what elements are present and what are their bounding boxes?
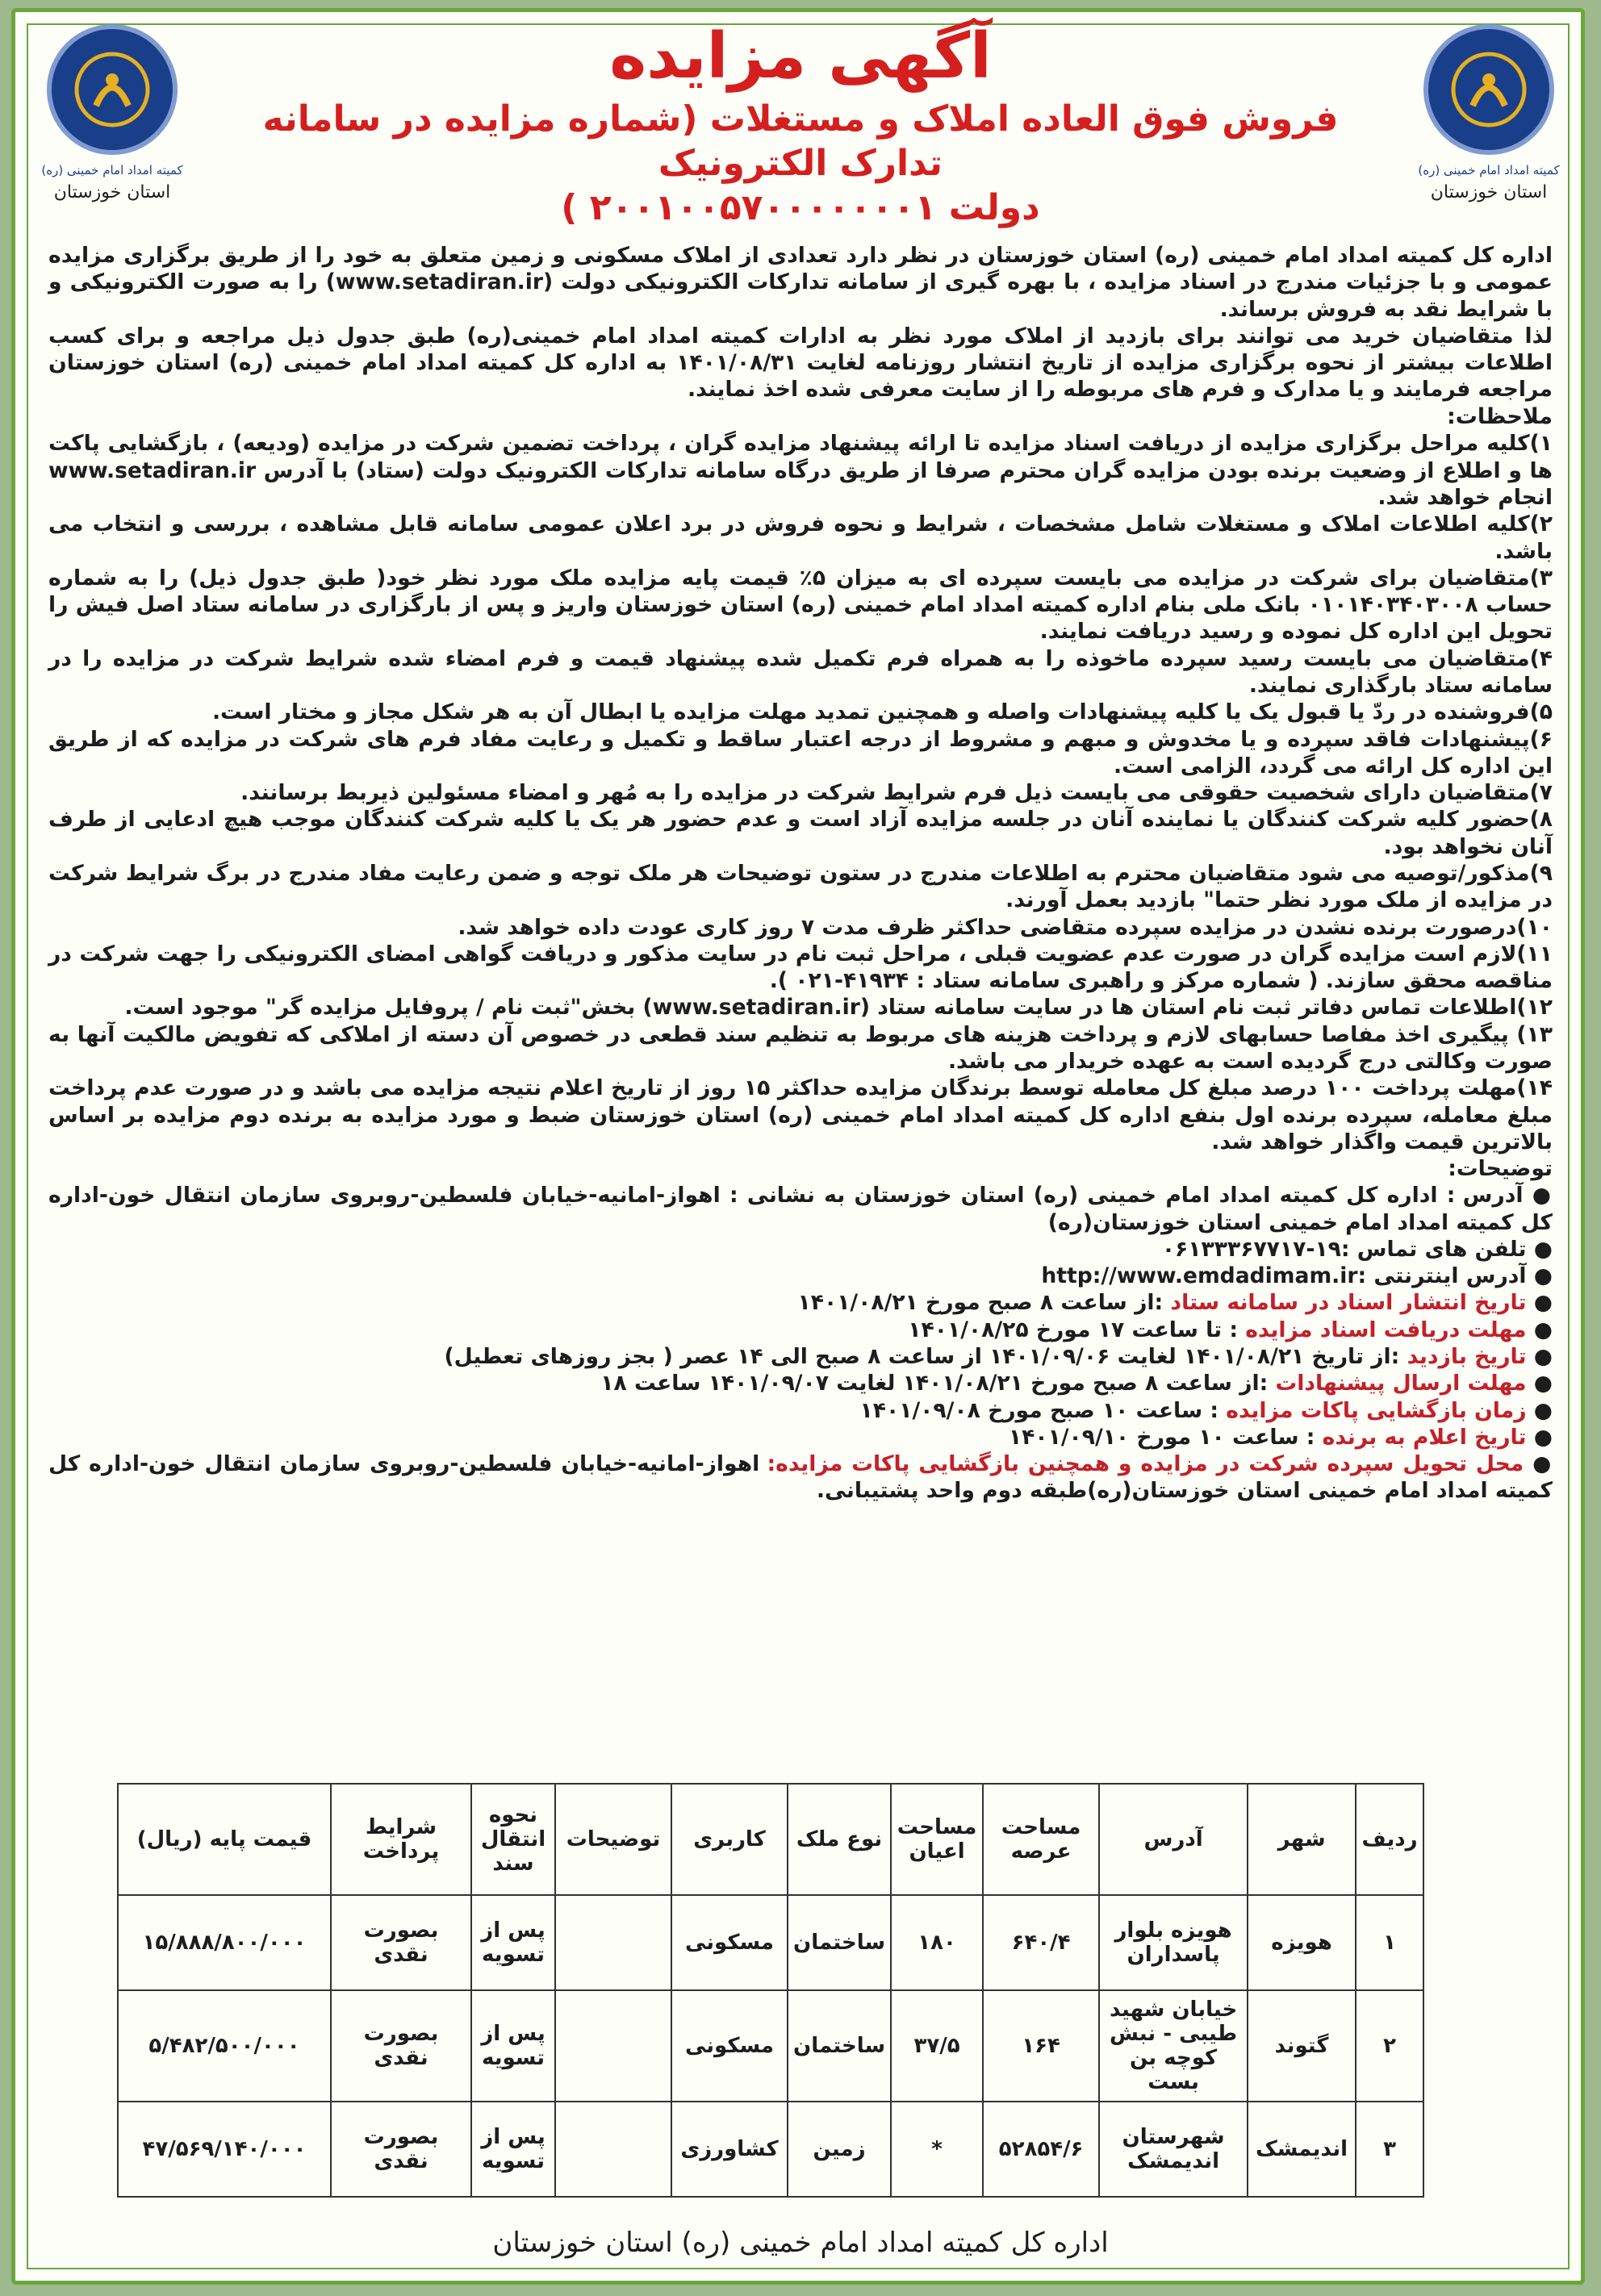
cell-row-no: ۲	[1356, 1990, 1423, 2102]
page-subtitle: فروش فوق العاده املاک و مستغلات (شماره مزایده در سامانه تدارک الکترونیک	[262, 98, 1339, 184]
detail-doc-deadline: ● مهلت دریافت اسناد مزایده : تا ساعت ۱۷ مورخ ۱۴۰۱/۰۸/۲۵	[908, 1317, 1553, 1342]
cell-payment: بصورت نقدی	[331, 1895, 471, 1990]
cell-property-type: ساختمان	[788, 1990, 891, 2102]
table-row	[118, 2102, 1423, 2197]
detail-delivery-place: ● محل تحویل سپرده شرکت در مزایده و همچنین بازگشایی پاکات مزایده: اهواز-امانیه-خیابان فلسطین-روبروی سازمان انتقال خون-اداره کل کمیته امداد امام خمینی استان خوزستان(ره)طبقه دوم واحد پشتیبانی.	[48, 1451, 1553, 1504]
cell-row-no: ۳	[1356, 2102, 1423, 2197]
intro-paragraph: اداره کل کمیته امداد امام خمینی (ره) استان خوزستان در نظر دارد تعدادی از املاک مسکونی و زمین متعلق به خود را از طریق برگزاری مزایده عمومی و با جزئیات مندرج در اسناد مزایده ، با بهره گیری از سامانه تدارکات الکترونیکی دولت (www.setadiran.ir) را به صورت الکترونیکی و با شرایط نقد به فروش برساند.	[48, 243, 1553, 322]
table-row	[118, 1990, 1423, 2102]
cell-transfer: پس از تسویه	[471, 2102, 555, 2197]
cell-notes	[555, 1895, 671, 1990]
detail-label: مهلت دریافت اسناد مزایده	[1245, 1317, 1527, 1342]
property-table	[117, 1783, 1424, 2198]
detail-text: :از تاریخ ۱۴۰۱/۰۸/۲۱ لغایت ۱۴۰۱/۰۹/۰۶ از ساعت ۸ صبح الی ۱۴ عصر ( بجز روزهای تعطیل)	[444, 1344, 1407, 1370]
logo-province: استان خوزستان	[1430, 182, 1548, 202]
cell-building-area: ۱۸۰	[891, 1895, 983, 1990]
details-heading: توضیحات:	[1448, 1156, 1553, 1182]
emblem-icon	[47, 24, 178, 155]
detail-text: آدرس اینترنتی :http://www.emdadimam.ir	[1041, 1263, 1527, 1289]
cell-payment: بصورت نقدی	[331, 1990, 471, 2102]
note-item: ۱)کلیه مراحل برگزاری مزایده از دریافت اسناد مزایده تا ارائه پیشنهاد مزایده گران ، پرداخت تضمین شرکت در مزایده (ودیعه) ، بازگشایی پاکت ها و اطلاع از وضعیت برنده بودن مزایده گران محترم صرفا از طریق درگاه سامانه تدارکات الکترونیک دولت (ستاد) با آدرس www.setadiran.ir انجام خواهد شد.	[48, 431, 1553, 511]
cell-city: گتوند	[1248, 1990, 1356, 2102]
note-item: ۱۱)لازم است مزایده گران در صورت عدم عضویت قبلی ، مراحل ثبت نام در سایت مذکور و دریافت گواهی امضای الکترونیکی را جهت شرکت در مناقصه محقق سازند. ( شماره مرکز و راهبری سامانه ستاد : ۴۱۹۳۴-۰۲۱ ).	[48, 941, 1553, 994]
cell-city: هویزه	[1248, 1895, 1356, 1990]
cell-address: هویزه بلوار پاسداران	[1099, 1895, 1248, 1990]
detail-text: تلفن های تماس :۱۹-۰۶۱۳۳۳۶۷۷۱۷	[1161, 1236, 1527, 1262]
note-item: ۹)مذکور/توصیه می شود متقاضیان محترم به اطلاعات مندرج در ستون توضیحات هر ملک توجه و ضمن رعایت مفاد مندرج در برگ شرایط شرکت در مزایده از ملک مورد نظر حتما" بازدید بعمل آورند.	[48, 860, 1553, 913]
logo-caption: کمیته امداد امام خمینی (ره)	[41, 163, 183, 177]
detail-text: : تا ساعت ۱۷ مورخ ۱۴۰۱/۰۸/۲۵	[908, 1317, 1246, 1342]
cell-notes	[555, 2102, 671, 2197]
table-row	[118, 1895, 1423, 1990]
note-item: ۴)متقاضیان می بایست رسید سپرده ماخوذه را به همراه فرم تکمیل شده پیشنهاد قیمت و فرم امضاء شده شرایط شرکت در مزایده را در سامانه ستاد بارگذاری نمایند.	[48, 645, 1553, 699]
detail-address: ● آدرس : اداره کل کمیته امداد امام خمینی (ره) استان خوزستان به نشانی : اهواز-امانیه-خیابان فلسطین-روبروی سازمان انتقال خون-اداره کل کمیته امداد امام خمینی استان خوزستان(ره)	[48, 1183, 1553, 1235]
col-header: شهر	[1248, 1784, 1356, 1895]
cell-property-type: ساختمان	[788, 1895, 891, 1990]
detail-label: محل تحویل سپرده شرکت در مزایده و همچنین بازگشایی پاکات مزایده:	[767, 1451, 1524, 1477]
auction-number: دولت ۲۰۰۱۰۰۵۷۰۰۰۰۰۰۰۱ )	[561, 186, 1040, 228]
cell-transfer: پس از تسویه	[471, 1895, 555, 1990]
note-item: ۷)متقاضیان دارای شخصیت حقوقی می بایست ذیل فرم شرایط شرکت در مزایده را به مُهر و امضاء مسئولین ذیربط برسانند.	[240, 780, 1553, 806]
cell-address: خیابان شهید طیبی - نبش کوچه بن بست	[1099, 1990, 1248, 2102]
table-header-row	[118, 1784, 1423, 1895]
note-item: ۱۴)مهلت پرداخت ۱۰۰ درصد مبلغ کل معامله توسط برندگان مزایده حداکثر ۱۵ روز از تاریخ اعلام نتیجه مزایده می باشد و در صورت عدم پرداخت مبلغ معامله، سپرده برنده اول بنفع اداره کل کمیته امداد امام خمینی (ره) استان خوزستان ضبط و مورد مزایده به برنده دوم مزایده بر اساس بالاترین قیمت واگذار خواهد شد.	[48, 1075, 1553, 1154]
detail-text: :از ساعت ۸ صبح مورخ ۱۴۰۱/۰۸/۲۱	[797, 1290, 1171, 1316]
detail-label: زمان بازگشایی پاکات مزایده	[1226, 1397, 1527, 1423]
headline	[242, 20, 1359, 230]
notes-heading: ملاحظات:	[1446, 403, 1553, 429]
cell-usage: مسکونی	[671, 1990, 788, 2102]
cell-building-area: *	[891, 2102, 983, 2197]
page-title: آگهی مزایده	[609, 20, 992, 93]
detail-label: مهلت ارسال پیشنهادات	[1275, 1371, 1527, 1396]
detail-opening-time: ● زمان بازگشایی پاکات مزایده : ساعت ۱۰ صبح مورخ ۱۴۰۱/۰۹/۰۸	[859, 1397, 1553, 1423]
detail-text: : ساعت ۱۰ مورخ ۱۴۰۱/۰۹/۱۰	[1008, 1424, 1323, 1450]
col-header: مساحت عرصه	[983, 1784, 1099, 1895]
detail-publish-date: ● تاریخ انتشار اسناد در سامانه ستاد :از ساعت ۸ صبح مورخ ۱۴۰۱/۰۸/۲۱	[797, 1290, 1553, 1316]
col-header: نحوه انتقال سند	[471, 1784, 555, 1895]
detail-label: تاریخ بازدید	[1407, 1344, 1527, 1370]
note-item: ۸)حضور کلیه شرکت کنندگان یا نماینده آنان در جلسه مزایده آزاد است و عدم حضور هر یک یا کلیه شرکت کنندگان موجب هیچ ادعایی از طرف آنان نخواهد بود.	[48, 807, 1553, 859]
detail-text: : ساعت ۱۰ صبح مورخ ۱۴۰۱/۰۹/۰۸	[859, 1397, 1227, 1423]
detail-offer-deadline: ● مهلت ارسال پیشنهادات :از ساعت ۸ صبح مورخ ۱۴۰۱/۰۸/۲۱ لغایت ۱۴۰۱/۰۹/۰۷ ساعت ۱۸	[600, 1371, 1553, 1396]
footer-text: اداره کل کمیته امداد امام خمینی (ره) استان خوزستان	[492, 2227, 1109, 2259]
logo-right	[1404, 24, 1574, 211]
note-item: ۳)متقاضیان برای شرکت در مزایده می بایست سپرده ای به میزان ۵٪ قیمت پایه مزایده ملک مورد نظر خود( طبق جدول ذیل) را به شماره حساب ۰۱۰۱۴۰۳۴۰۳۰۰۸ بانک ملی بنام اداره کمیته امداد امام خمینی (ره) استان خوزستان واریز و پس از بارگزاری در سامانه ستاد اصل فیش را تحویل این اداره کل نموده و رسید دریافت نمایند.	[48, 565, 1553, 645]
cell-payment: بصورت نقدی	[331, 2102, 471, 2197]
note-item: ۱۰)درصورت برنده نشدن در مزایده سپرده متقاضی حداکثر ظرف مدت ۷ روز کاری عودت داده خواهد شد.	[458, 914, 1553, 940]
col-header: مساحت اعیان	[891, 1784, 983, 1895]
note-item: ۶)پیشنهادات فاقد سپرده و یا مخدوش و مبهم و مشروط از درجه اعتبار ساقط و تکمیل و رعایت مفاد فرم های شرکت در مزایده که از طریق این اداره کل ارائه می گردد، الزامی است.	[48, 726, 1553, 779]
cell-land-area: ۵۲۸۵۴/۶	[983, 2102, 1099, 2197]
cell-land-area: ۶۴۰/۴	[983, 1895, 1099, 1990]
col-header: کاربری	[671, 1784, 788, 1895]
col-header: نوع ملک	[788, 1784, 891, 1895]
note-item: ۱۲)اطلاعات تماس دفاتر ثبت نام استان ها در سایت سامانه ستاد (www.setadiran.ir) بخش"ثبت نام / پروفایل مزایده گر" موجود است.	[124, 995, 1553, 1021]
cell-notes	[555, 1990, 671, 2102]
cell-base-price: ۴۷/۵۶۹/۱۴۰/۰۰۰	[118, 2102, 331, 2197]
cell-usage: مسکونی	[671, 1895, 788, 1990]
note-item: ۲)کلیه اطلاعات املاک و مستغلات شامل مشخصات ، شرایط و نحوه فروش در برد اعلان عمومی سامانه قابل مشاهده ، بررسی و انتخاب می باشد.	[48, 511, 1553, 564]
detail-website: ● آدرس اینترنتی :http://www.emdadimam.ir	[1041, 1263, 1553, 1289]
cell-land-area: ۱۶۴	[983, 1990, 1099, 2102]
detail-label: تاریخ اعلام به برنده	[1322, 1424, 1527, 1450]
col-header: شرایط پرداخت	[331, 1784, 471, 1895]
cell-base-price: ۵/۴۸۲/۵۰۰/۰۰۰	[118, 1990, 331, 2102]
col-header: ردیف	[1356, 1784, 1423, 1895]
intro-paragraph: لذا متقاضیان خرید می توانند برای بازدید از املاک مورد نظر به ادارات کمیته امداد امام خمینی(ره) طبق جدول ذیل مراجعه و برای کسب اطلاعات بیشتر از نحوه برگزاری مزایده از تاریخ انتشار روزنامه لغایت ۱۴۰۱/۰۸/۳۱ به اداره کل کمیته امداد امام خمینی (ره) استان خوزستان مراجعه فرمایند و یا مدارک و فرم های مربوطه را از سایت معرفی شده اخذ نمایند.	[48, 323, 1553, 403]
detail-label: تاریخ انتشار اسناد در سامانه ستاد	[1170, 1290, 1527, 1316]
logo-left	[27, 24, 197, 211]
cell-usage: کشاورزی	[671, 2102, 788, 2197]
cell-transfer: پس از تسویه	[471, 1990, 555, 2102]
note-item: ۱۳) پیگیری اخذ مفاصا حسابهای لازم و پرداخت هزینه های مربوط به تنظیم سند قطعی در خصوص آن دسته از املاکی که تفویض مالکیت آنها به صورت وکالتی درج گردیده است به عهده خریدار می باشد.	[48, 1021, 1553, 1074]
col-header: قیمت پایه (ریال)	[118, 1784, 331, 1895]
col-header: توضیحات	[555, 1784, 671, 1895]
detail-text: اهواز-امانیه-خیابان فلسطین-روبروی سازمان انتقال خون-اداره کل کمیته امداد امام خمینی استان خوزستان(ره)طبقه دوم واحد پشتیبانی.	[48, 1451, 1553, 1504]
ad-body	[48, 242, 1553, 1505]
logo-caption: کمیته امداد امام خمینی (ره)	[1418, 163, 1560, 177]
detail-phone: ● تلفن های تماس :۱۹-۰۶۱۳۳۳۶۷۷۱۷	[1161, 1236, 1553, 1262]
col-header: آدرس	[1099, 1784, 1248, 1895]
detail-text: آدرس : اداره کل کمیته امداد امام خمینی (ره) استان خوزستان به نشانی : اهواز-امانیه-خیابان فلسطین-روبروی سازمان انتقال خون-اداره کل کمیته امداد امام خمینی استان خوزستان(ره)	[48, 1183, 1553, 1235]
cell-building-area: ۳۷/۵	[891, 1990, 983, 2102]
cell-address: شهرستان اندیمشک	[1099, 2102, 1248, 2197]
emblem-icon	[1423, 24, 1554, 155]
detail-text: :از ساعت ۸ صبح مورخ ۱۴۰۱/۰۸/۲۱ لغایت ۱۴۰۱/۰۹/۰۷ ساعت ۱۸	[600, 1371, 1276, 1396]
cell-property-type: زمین	[788, 2102, 891, 2197]
detail-visit-date: ● تاریخ بازدید :از تاریخ ۱۴۰۱/۰۸/۲۱ لغایت ۱۴۰۱/۰۹/۰۶ از ساعت ۸ صبح الی ۱۴ عصر ( بجز روزهای تعطیل)	[444, 1344, 1553, 1370]
detail-winner-date: ● تاریخ اعلام به برنده : ساعت ۱۰ مورخ ۱۴۰۱/۰۹/۱۰	[1008, 1424, 1553, 1450]
logo-province: استان خوزستان	[53, 182, 171, 202]
cell-row-no: ۱	[1356, 1895, 1423, 1990]
cell-base-price: ۱۵/۸۸۸/۸۰۰/۰۰۰	[118, 1895, 331, 1990]
note-item: ۵)فروشنده در ردّ یا قبول یک یا کلیه پیشنهادات واصله و همچنین تمدید مهلت مزایده یا ابطال آن به هر شکل مجاز و مختار است.	[211, 699, 1553, 725]
cell-city: اندیمشک	[1248, 2102, 1356, 2197]
